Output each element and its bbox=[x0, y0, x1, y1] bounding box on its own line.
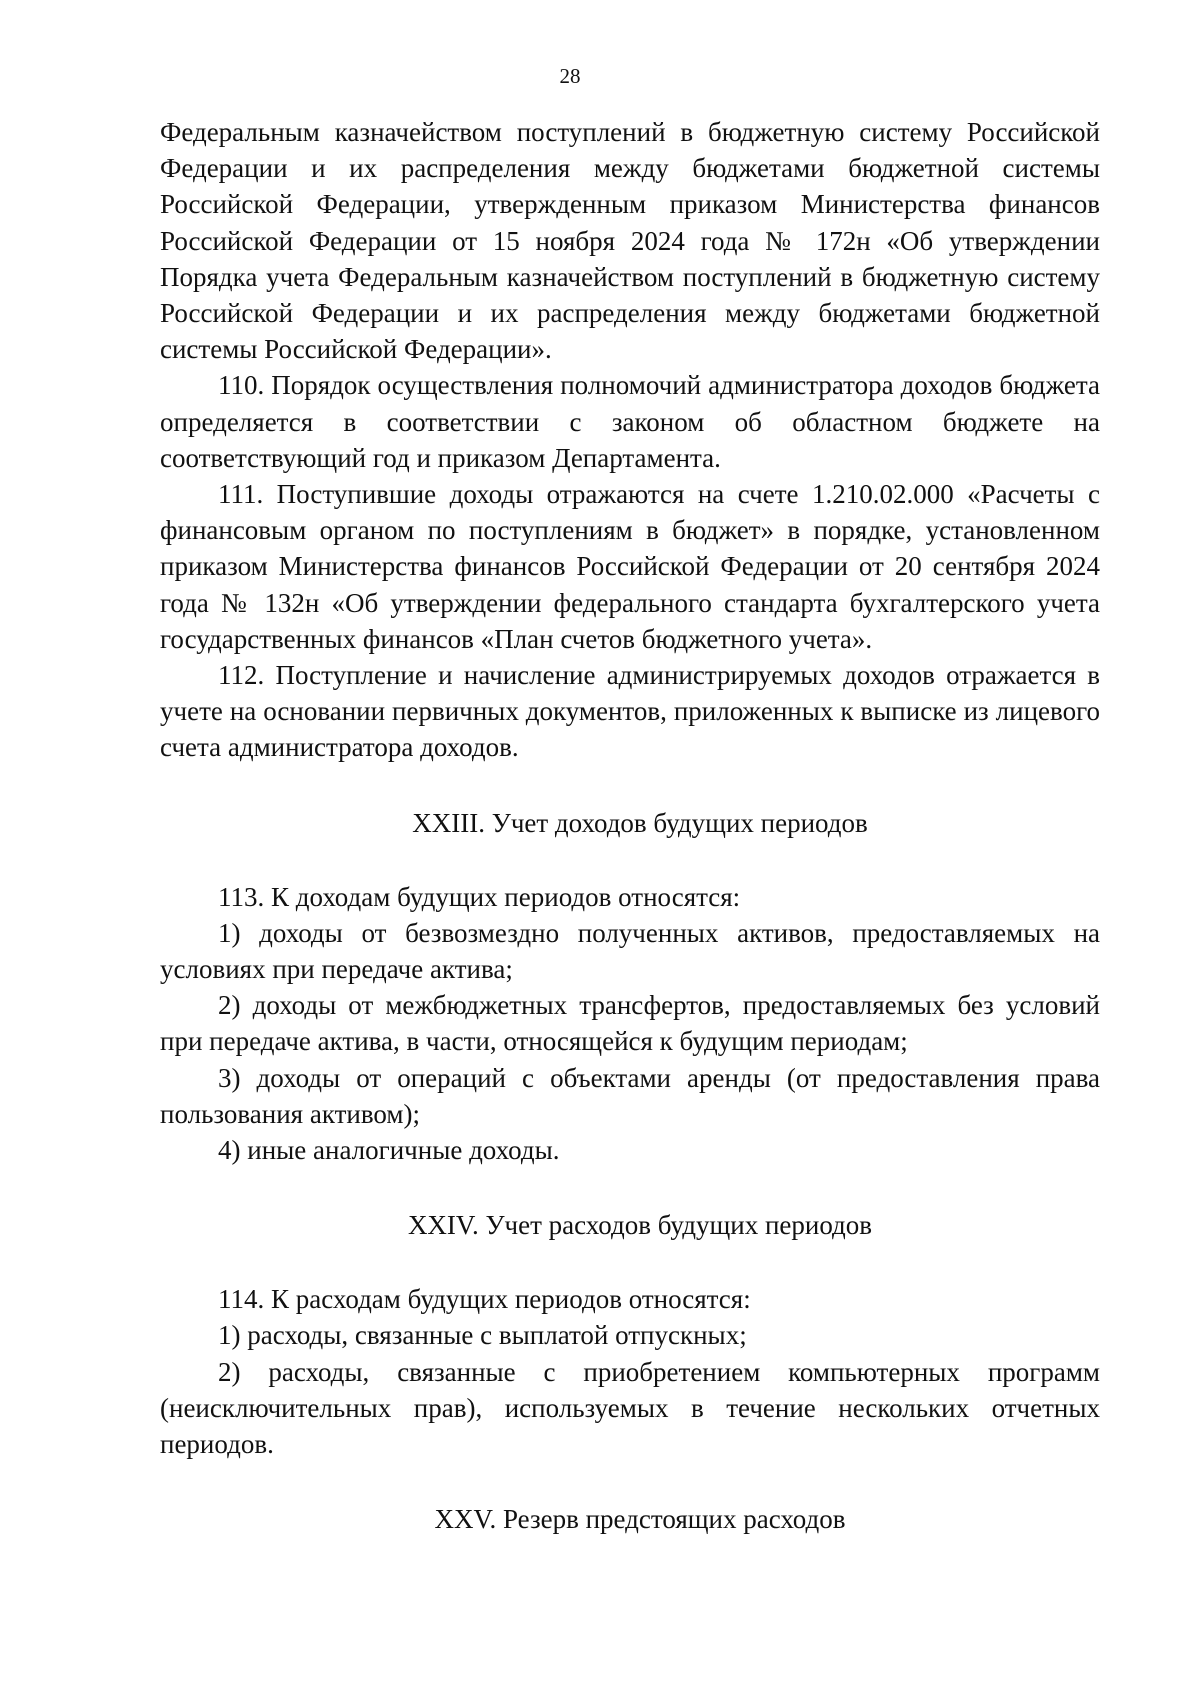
paragraph-111: 111. Поступившие доходы отражаются на счете 1.210.02.000 «Расчеты с финансовым органом по поступлениям в бюджет» в порядке, установленном приказом Министерства финансов Российской Федерации от 20 сентября 2024 года № 132н «Об утверждении федерального стандарта бухгалтерского учета государственных финансов «План счетов бюджетного учета». bbox=[160, 479, 1100, 654]
paragraph-114: 114. К расходам будущих периодов относятся: bbox=[218, 1284, 751, 1315]
document-body bbox=[160, 114, 1100, 1537]
section-heading-xxiii: XXIII. Учет доходов будущих периодов bbox=[412, 807, 868, 838]
paragraph-110: 110. Порядок осуществления полномочий администратора доходов бюджета определяется в соответствии с законом об областном бюджете на соответствующий год и приказом Департамента. bbox=[160, 370, 1100, 473]
list-item-113-2: 2) доходы от межбюджетных трансфертов, предоставляемых без условий при передаче актива, в части, относящейся к будущим периодам; bbox=[160, 990, 1100, 1057]
paragraph-112: 112. Поступление и начисление администрируемых доходов отражается в учете на основании первичных документов, приложенных к выписке из лицевого счета администратора доходов. bbox=[160, 660, 1100, 763]
section-heading-xxiv: XXIV. Учет расходов будущих периодов bbox=[407, 1210, 873, 1241]
section-heading-xxv: XXV. Резерв предстоящих расходов bbox=[434, 1504, 846, 1535]
list-item-114-1: 1) расходы, связанные с выплатой отпускных; bbox=[218, 1320, 747, 1351]
list-item-113-4: 4) иные аналогичные доходы. bbox=[218, 1135, 560, 1166]
list-item-113-3: 3) доходы от операций с объектами аренды (от предоставления права пользования активом); bbox=[160, 1062, 1100, 1129]
paragraph-continuation: Федеральным казначейством поступлений в бюджетную систему Российской Федерации и их распределения между бюджетами бюджетной системы Российской Федерации, утвержденным приказом Министерства финансов Российской Федерации от 15 ноября 2024 года № 172н «Об утверждении Порядка учета Федеральным казначейством поступлений в бюджетную систему Российской Федерации и их распределения между бюджетами бюджетной системы Российской Федерации». bbox=[160, 117, 1100, 365]
list-item-114-2: 2) расходы, связанные с приобретением компьютерных программ (неисключительных прав), используемых в течение нескольких отчетных периодов. bbox=[160, 1356, 1100, 1460]
list-item-113-1: 1) доходы от безвозмездно полученных активов, предоставляемых на условиях при передаче актива; bbox=[160, 917, 1100, 985]
paragraph-113: 113. К доходам будущих периодов относятся: bbox=[218, 881, 741, 912]
page-number: 28 bbox=[559, 64, 581, 88]
